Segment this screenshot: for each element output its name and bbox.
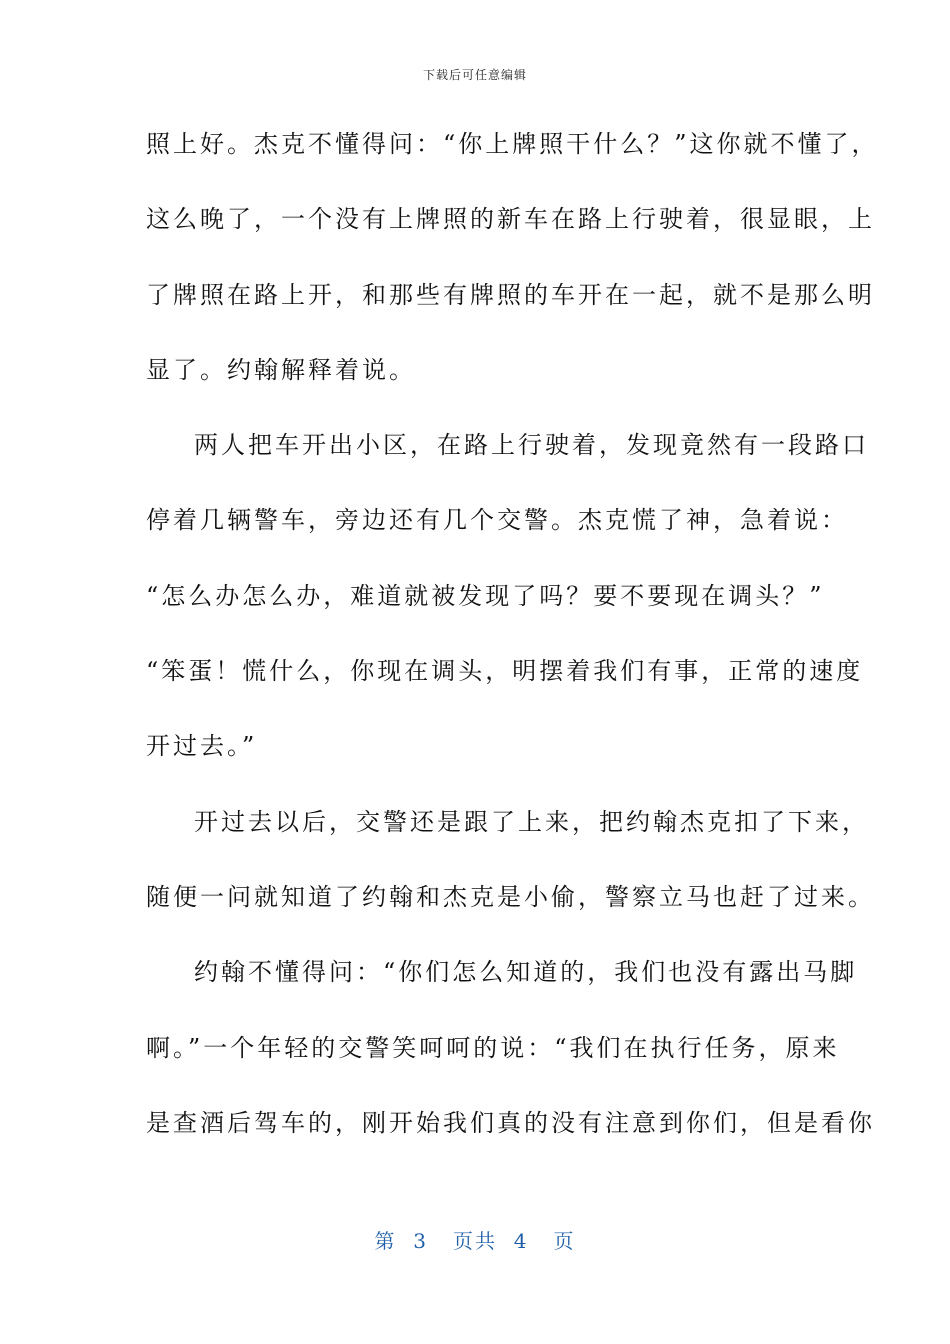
- text-line: 显了。约翰解释着说。: [146, 355, 416, 384]
- text-line: 两人把车开出小区，在路上行驶着，发现竟然有一段路口: [194, 431, 869, 460]
- document-body: [146, 124, 879, 1178]
- text-line: 是查酒后驾车的，刚开始我们真的没有注意到你们，但是看你: [146, 1108, 875, 1137]
- text-line: 照上好。杰克不懂得问：“你上牌照干什么？”这你就不懂了，: [146, 130, 879, 158]
- page-header: 下载后可任意编辑: [422, 68, 527, 82]
- text-line: “笨蛋！慌什么，你现在调头，明摆着我们有事，正常的速度: [146, 657, 864, 686]
- page-number-footer: 第 3 页共 4 页: [374, 1229, 576, 1253]
- text-line: 了牌照在路上开，和那些有牌照的车开在一起，就不是那么明: [146, 280, 875, 309]
- text-line: 随便一问就知道了约翰和杰克是小偷，警察立马也赶了过来。: [146, 882, 875, 911]
- text-line: 这么晚了，一个没有上牌照的新车在路上行驶着，很显眼，上: [146, 205, 875, 234]
- text-line: 停着几辆警车，旁边还有几个交警。杰克慌了神，急着说：: [146, 506, 848, 535]
- text-line: “怎么办怎么办，难道就被发现了吗？要不要现在调头？”: [146, 581, 825, 610]
- text-line: 约翰不懂得问：“你们怎么知道的，我们也没有露出马脚: [194, 958, 858, 987]
- text-line: 开过去以后，交警还是跟了上来，把约翰杰克扣了下来，: [194, 807, 869, 836]
- text-line: 啊。”一个年轻的交警笑呵呵的说：“我们在执行任务，原来: [146, 1033, 840, 1062]
- text-line: 开过去。”: [146, 732, 258, 761]
